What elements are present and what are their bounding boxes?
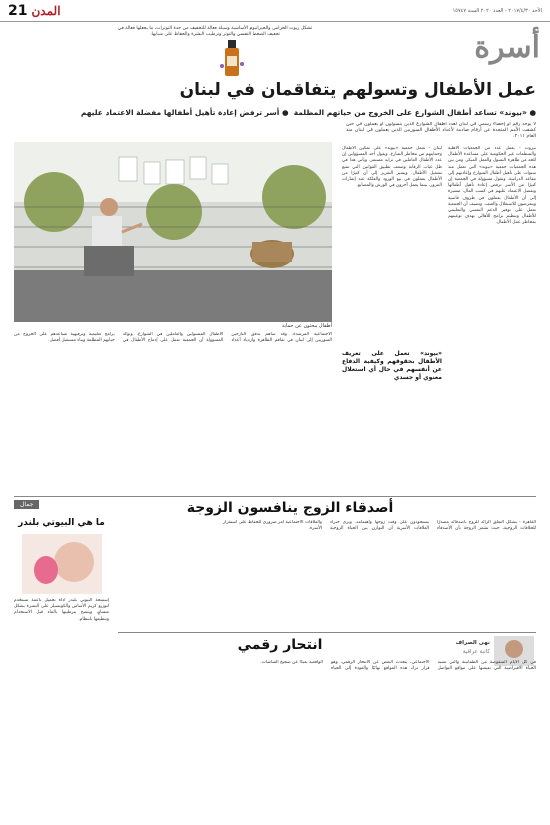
masthead-logo: المدن	[31, 3, 61, 18]
box-body: إسفنجة البيوتي بلندر أداة تجميل ناعمة تستخدم لتوزيع كريم الأساس والكونسيلر على البشرة بشكل متساوٍ، وينصح بترطيبها بالماء قبل الاستخدام وتنظيفها بانتظام.	[14, 598, 109, 622]
header-right	[453, 8, 542, 14]
date-line: الأحد ٢٠١٧/٤/٣٠ - العدد ٢٠٢٠ السنة ١٥٧٤٧	[452, 7, 542, 14]
child-writing-photo	[14, 142, 332, 322]
page-number: 21	[8, 2, 28, 19]
beauty-photo	[22, 534, 102, 594]
article-photo	[14, 142, 332, 322]
article-bottom-text: الاجتماعية المرشدة. وقد ساهم تدفق النازحين السوريين إلى لبنان في تفاقم الظاهرة وازدياد أعداد الأطفال المتسولين والعاملين في الشوارع. وتؤكد المسؤولة أن الجمعية تعمل على إدماج الأطفال في برامج تعليمية وترفيهية تساعدهم على الخروج من حياتهم المظلمة وبناء مستقبل أفضل.	[14, 332, 332, 344]
author-title: كاتبة عراقية	[462, 649, 490, 655]
subhead-2: أسر ترفض إعادة تأهيل أطفالها مفضلة الاعتماد عليهم	[80, 108, 280, 117]
ad-text: تشكل زيوت الخزامى والجيرانيوم الأساسية وسيلة فعالة للتخفيف من حدة التوترات، ما يجعلها فعالة في تخفيف الضغط النفسي والتوتر وترطيب البشرة والحفاظ على شبابها.	[117, 26, 313, 37]
section-title: أسرة	[474, 30, 540, 65]
box-tag: جمال	[14, 500, 39, 509]
box-title: ما هي البيوتي بلندر	[18, 518, 105, 528]
header-left	[8, 3, 65, 19]
photo-caption: أطفال يبحثون عن حماية	[281, 323, 332, 329]
article-headline: عمل الأطفال وتسولهم يتفاقمان في لبنان	[179, 80, 536, 100]
article3-headline: انتحار رقمي	[237, 637, 323, 653]
pull-quote: «بيوند» تعمل على تعريف الأطفال بحقوقهم وكيفية الدفاع عن أنفسهم في حال أي استغلال معنوي أو جسدي	[342, 350, 442, 381]
subhead-1: «بيوند» تساعد أطفال الشوارع على الخروج من حياتهم المظلمة	[293, 108, 527, 117]
article2-body: القاهرة - يشكل التعلق الزائد للزوج بأصدقائه مصدرًا للخلافات الزوجية، حيث تشعر الزوجة بأن الأصدقاء يستحوذون على وقت زوجها واهتمامه. ويرى خبراء العلاقات الأسرية أن التوازن بين الحياة الزوجية والعلاقات الاجتماعية أمر ضروري للحفاظ على استقرار الأسرة.	[223, 520, 536, 532]
article-intro: لا يوجد رقم أو إحصاء رسمي في لبنان لعدد أطفال الشوارع الذين يتسولون أو يعملون في حين كشفت الأمم المتحدة عن أرقام صادمة لأعداد الأطفال السوريين الذين يعملون في لبنان منذ العام ٢٠١١.	[346, 122, 536, 140]
article3-body: في كل الأيام المنقوصة من الطمأنينة والتي تشبه الحياة الافتراضية التي نعيشها على مواقع التواصل الاجتماعي، يتحدث البعض عن الانتحار الرقمي، وهو قرار ترك هذه المواقع نهائيًا والعودة إلى الحياة الواقعية بعيدًا عن ضجيج الشاشات.	[260, 660, 536, 672]
divider-2	[118, 632, 536, 633]
oil-bottle-icon	[220, 40, 244, 78]
article-subhead: ● «بيوند» تساعد أطفال الشوارع على الخروج من حياتهم المظلمة ● أسر ترفض إعادة تأهيل أطفالها مفضلة الاعتماد عليهم	[80, 108, 536, 117]
article-column-mid: لبنان - تعمل جمعية «بيوند» على تمكين الأطفال وحمايتهم من مخاطر الشارع، ويقول أحد المسؤولين إن عدد الأطفال العاملين في تزايد مستمر. ويأتي هذا في ظل غياب الرقابة وضعف تطبيق القوانين التي تمنع تشغيل الأطفال. ويشير التقرير إلى أن كثيرًا من الأطفال يعملون في بيع الورود والعلكة عند إشارات المرور، بينما يعمل آخرون في الورش والمصانع.	[342, 146, 442, 189]
article2-headline: أصدقاء الزوج ينافسون الزوجة	[186, 500, 394, 516]
author-name: نهى الصراف	[455, 640, 490, 646]
article-column-right: بيروت - يعمل عدد من الجمعيات الأهلية والمنظمات غير الحكومية على مساعدة الأطفال للحد من ظاهرة التسول والعمل المبكر. ومن بين هذه الجمعيات جمعية «بيوند» التي تعمل منذ سنوات على تأهيل أطفال الشوارع وإعادتهم إلى مقاعد الدراسة. وتقول مسؤولة في الجمعية إن كثيرًا من الأسر ترفض إعادة تأهيل أطفالها وتفضل الاعتماد عليهم في كسب المال، مشيرة إلى أن الأطفال يعملون في ظروف قاسية ويتعرضون للاستغلال والعنف. وتضيف أن الجمعية تعمل على توفير الدعم النفسي والتعليمي للأطفال وتنظيم برامج للأهالي بهدف توعيتهم بمخاطر عمل الأطفال.	[448, 146, 536, 226]
ad-strip	[70, 26, 360, 81]
page-header	[0, 0, 550, 22]
divider	[14, 496, 536, 497]
